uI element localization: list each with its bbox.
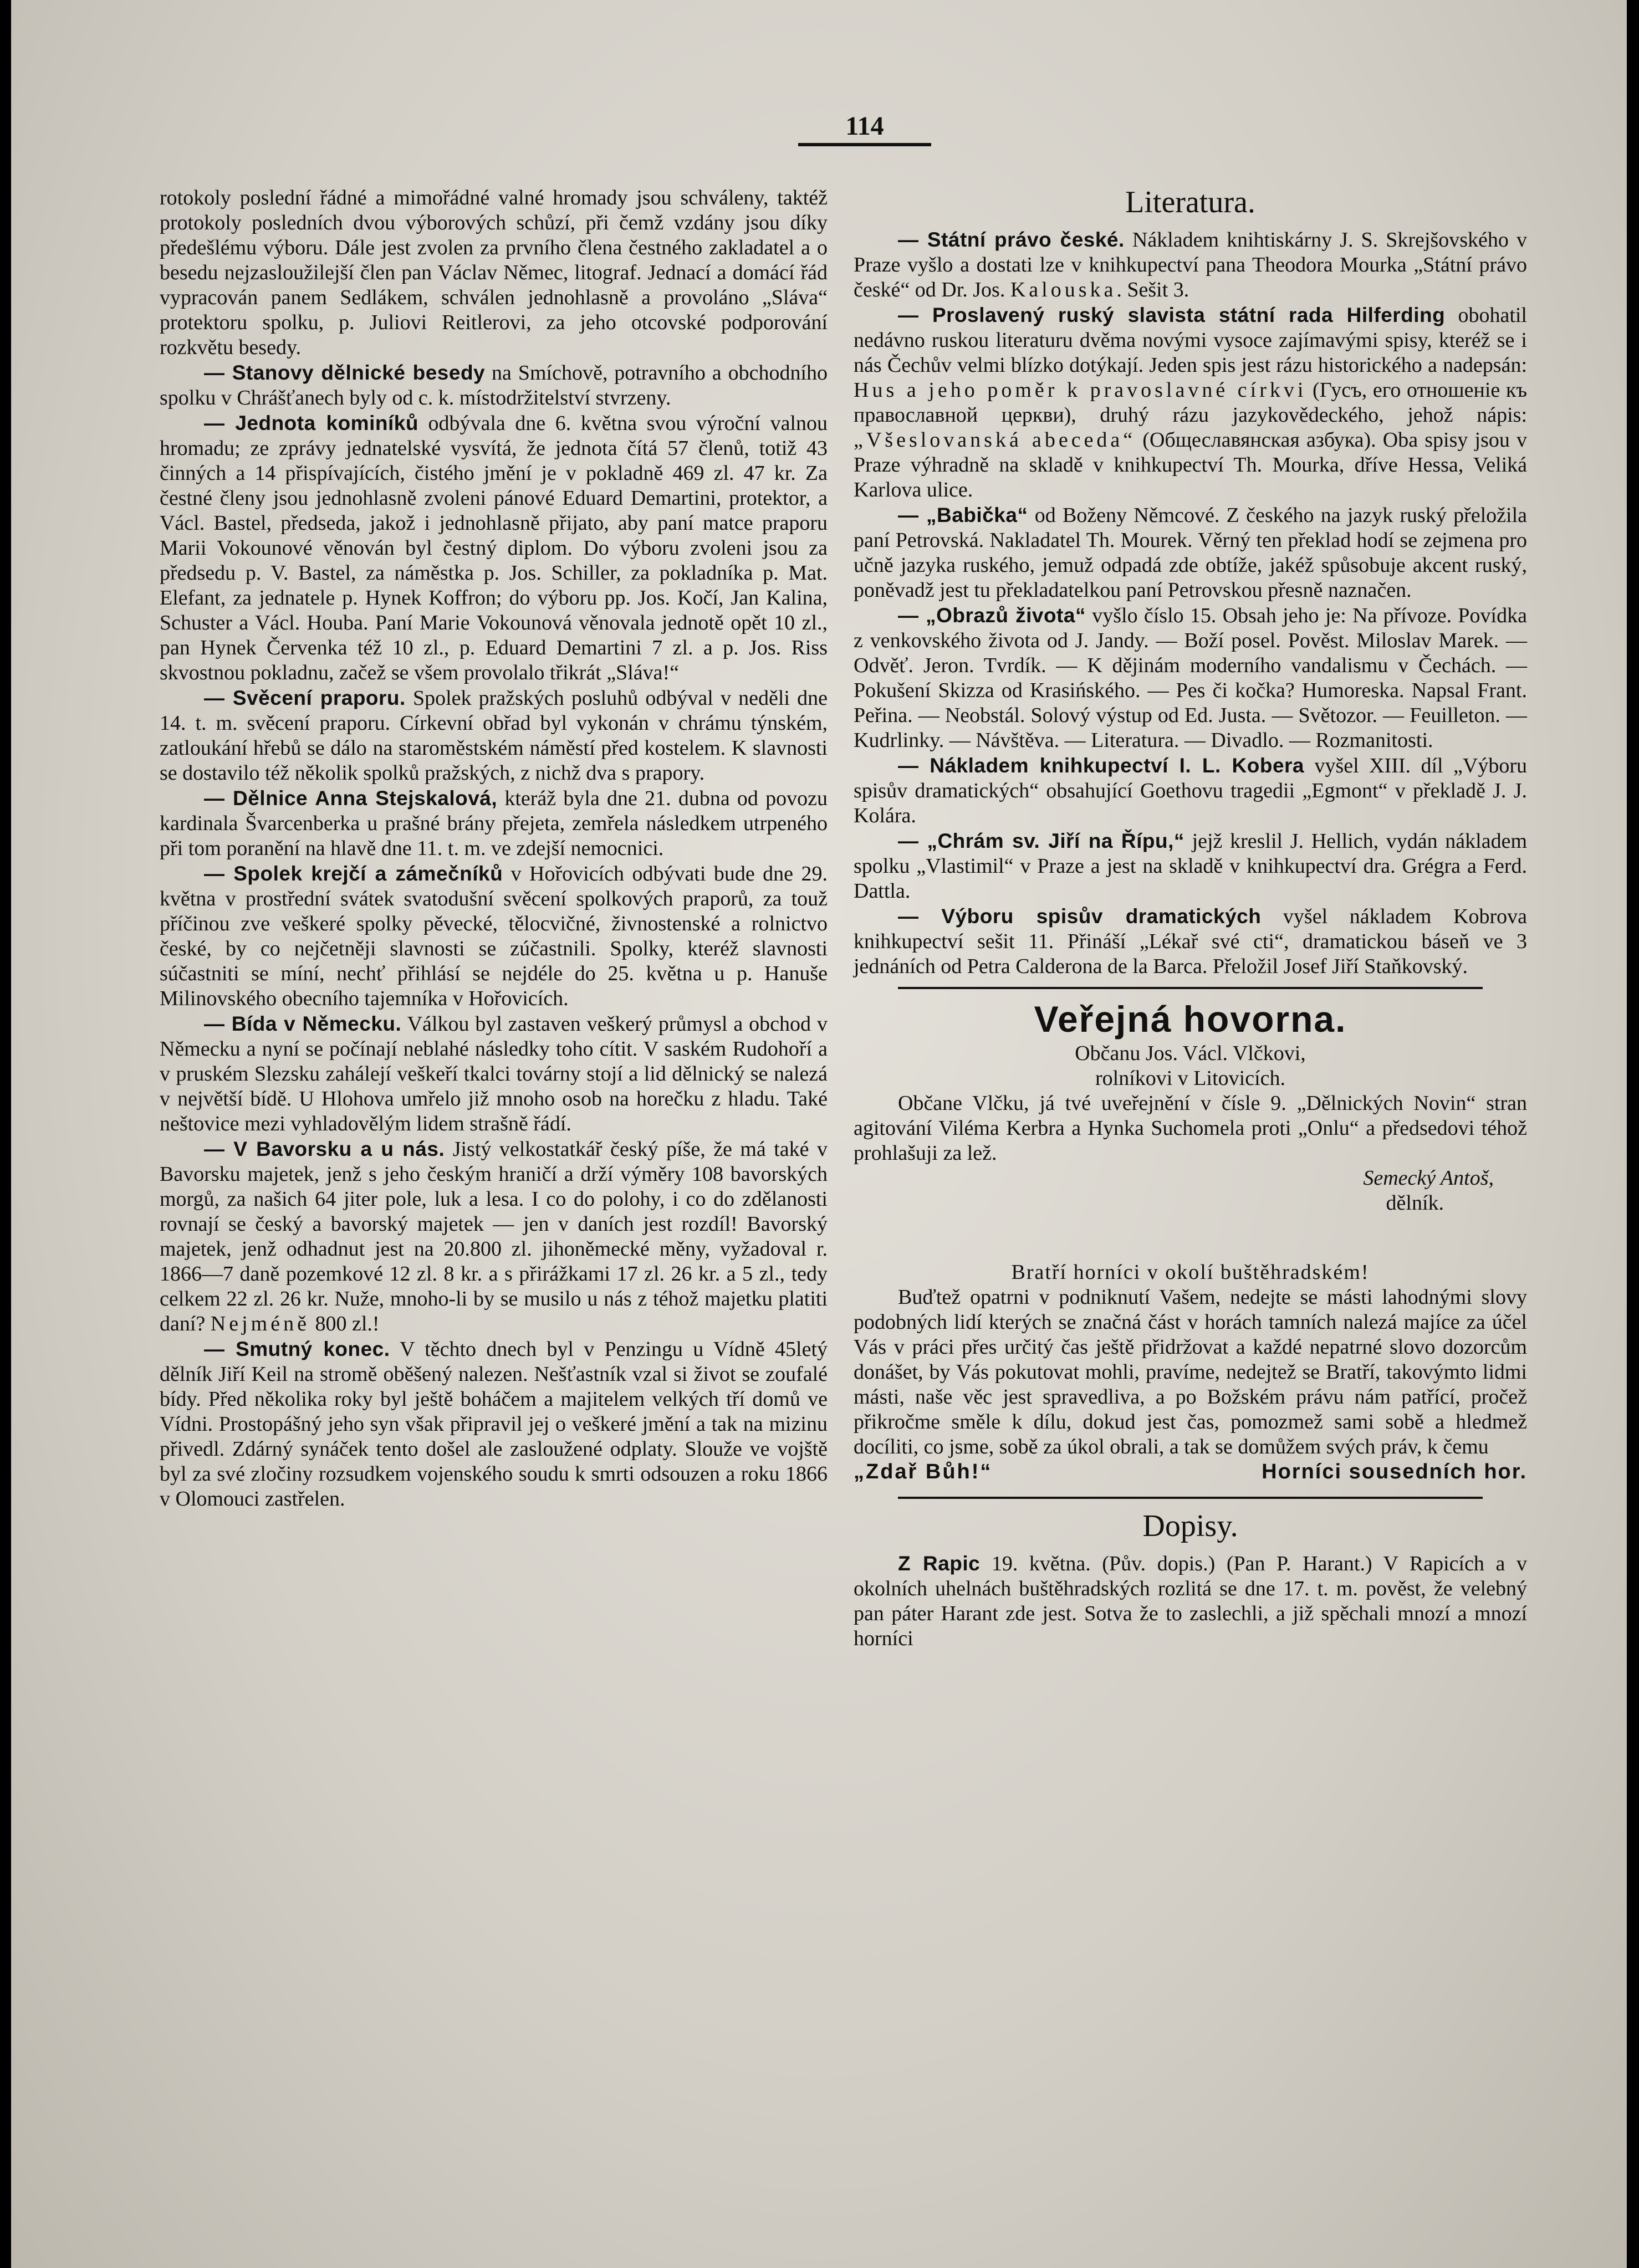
news-item-horovice bbox=[160, 861, 828, 1011]
item-text: kteráž byla dne 21. dubna od povozu kardinala Švarcenberka u prašné brány přejeta, zemřela následkem utrpeného při tom poranění na hlavě dne 11. t. m. ve zdejší nemocnici. bbox=[160, 787, 828, 860]
hornici-closing-right: Horníci sousedních hor. bbox=[1262, 1460, 1527, 1483]
item-text: Spolek pražských posluhů odbýval v neděli dne 14. t. m. svěcení praporu. Církevní obřad byl vykonán v chrámu týnském, zatloukání hřebů se dálo na staroměstském náměstí před kostelem. K slavnosti se dostavilo též několik spolků pražských, z nichž dva s prapory. bbox=[160, 687, 828, 785]
hovorna-signature-role: dělník. bbox=[1386, 1191, 1444, 1215]
section-rule bbox=[898, 987, 1483, 989]
item-heading: — Stanovy dělnické besedy bbox=[204, 361, 486, 384]
item-text: na Smíchově, potravního a obchodního spolku v Chrášťanech byly od c. k. místodržitelství stvrzeny. bbox=[160, 361, 828, 409]
section-rule bbox=[898, 1497, 1483, 1499]
news-item-praporu bbox=[160, 685, 828, 786]
spacer bbox=[854, 1238, 1527, 1260]
lit-item-hilferding bbox=[854, 303, 1527, 503]
hovorna-body: Občane Vlčku, já tvé uveřejnění v čísle 9. „Dělnických Novin“ stran agitování Viléma Kerbra a Hynka Suchomela proti „Onlu“ a předsedovi téhož prohlašuji za lež. bbox=[854, 1092, 1527, 1165]
news-item-nemecko bbox=[160, 1011, 828, 1136]
news-item-bavorsko bbox=[160, 1136, 828, 1337]
item-text: v Hořovicích odbývati bude dne 29. května v prostřední svátek svatodušní svěcení spolkových praporů, za touž příčinou zve veškeré spolky pěvecké, tělocvičné, živnostenské a rolnictvo české, by co nejčetněji slavnosti se zúčastnili. Spolky, kteréž slavnosti súčastniti se míní, nechť přihlásí se nejdéle do 25. května u p. Hanuše Milinovského obecního tajemníka v Hořovicích. bbox=[160, 862, 828, 1010]
item-heading: — V Bavorsku a u nás. bbox=[204, 1138, 445, 1160]
page-number: 114 bbox=[845, 111, 884, 141]
newspaper-page bbox=[11, 0, 1627, 2268]
item-text: obohatil nedávno ruskou literaturu dvěma novými vysoce zajímavými spisy, kteréž se i nás Čechův velmi blízko dotýkají. Jeden spis jest rázu historického a nadepsán: bbox=[854, 304, 1527, 377]
item-heading: — Smutný konec. bbox=[204, 1338, 390, 1360]
item-text: V těchto dnech byl v Penzingu u Vídně 45letý dělník Jiří Keil na stromě oběšený nalezen. Nešťastník vzal si život se zoufalé bídy. Před několika roky byl ještě boháčem a majitelem velkých tří domů ve Vídni. Prostopášný jeho syn však připravil jej o veškeré jmění a tak na mizinu přivedl. Zdárný synáček tento došel ale zasloužené odplaty. Slouže ve vojště byl za své zločiny rozsudkem vojenského soudu k smrti odsouzen a roku 1866 v Olomouci zastřelen. bbox=[160, 1338, 828, 1511]
item-heading: — Svěcení praporu. bbox=[204, 687, 406, 709]
lit-item-statni-pravo bbox=[854, 227, 1527, 303]
literatura-title: Literatura. bbox=[1125, 185, 1255, 219]
hornici-closing bbox=[854, 1460, 1527, 1484]
item-text: vyšlo číslo 15. Obsah jeho je: Na přívoze. Povídka z venkovského života od J. Jandy. — Boží posel. Pověst. Miloslav Marek. — Odvěť. Jeron. Tvrdík. — K dějinám moderního vandalismu v Čechách. — Pokušení Skizza od Krasińského. — Pes či kočka? Humoreska. Napsal Frant. Peřina. — Neobstál. Solový výstup od Ed. Justa. — Světozor. — Feuilleton. — Kudrlinky. — Návštěva. — Literatura. — Divadlo. — Rozmanitosti. bbox=[854, 604, 1527, 752]
lit-item-obrazu-zivota bbox=[854, 603, 1527, 753]
item-text: odbývala dne 6. května svou výroční valnou hromadu; ze zprávy jednatelské vysvítá, že jednota čítá 57 členů, totiž 43 činných a 14 přispívajících, čistého jmění je v pokladně 469 zl. 47 kr. Za čestné členy jsou jednohlasně zvoleni pánové Eduard Demartini, protektor, a Václ. Bastel, předseda, jakož i jednohlasně přijato, aby paní matce praporu Marii Vokounové věnován byl čestný diplom. Do výboru zvoleni jsou za předsedu p. V. Bastel, za náměstka p. Jos. Schiller, za pokladníka p. Mat. Elefant, za jednatele p. Hynek Koffron; do výboru pp. Jos. Kočí, Jan Kalina, Schuster a Václ. Houba. Paní Marie Vokounová věnovala jednotě opět 10 zl., pan Hynek Červenka též 10 zl., p. Eduard Demartini 7 zl. a p. Jos. Riss skvostnou pokladnu, začež se všem provolalo třikrát „Sláva!“ bbox=[160, 412, 828, 684]
item-tail: (Общеславянская азбука). Oba spisy jsou v Praze výhradně na skladě v knihkupectví Th. Mourka, dříve Hessa, Veliká Karlova ulice. bbox=[854, 428, 1528, 501]
item-spaced-text: Kalouska bbox=[1010, 278, 1117, 301]
item-heading: — „Chrám sv. Jiří na Řípu,“ bbox=[898, 830, 1184, 852]
item-heading: — Nákladem knihkupectví I. L. Kobera bbox=[898, 754, 1305, 777]
item-text-2: (Гусъ, его отношеніе къ православной церкви), druhý rázu jazykovědeckého, jehož nápis: bbox=[854, 378, 1527, 427]
item-text: Nákladem knihtiskárny J. S. Skrejšovského v Praze vyšlo a dostati lze v knihkupectví pana Theodora Mourka „Státní právo české“ od Dr. Jos. bbox=[854, 228, 1528, 301]
item-spaced-text: Hus a jeho poměr k pravoslavné církvi bbox=[854, 378, 1307, 402]
item-heading: Z Rapic bbox=[898, 1552, 981, 1575]
hornici-heading: Bratří horníci v okolí buštěhradském! bbox=[1011, 1261, 1370, 1284]
right-column bbox=[854, 183, 1527, 1651]
item-text: od Boženy Němcové. Z českého na jazyk ruský přeložila paní Petrovská. Nakladatel Th. Mourek. Věrný ten překlad hodí se zejmena pro učně jazyka ruského, jemuž odpadá zde obtíže, jakéž spůsobuje akcent ruský, poněvadž jest tu překladatelkou paní Petrovskou přesně naznačen. bbox=[854, 504, 1527, 602]
hornici-body: Buďtež opatrni v podniknutí Vašem, nedejte se másti lahodnými slovy podobných lidí kterých se značná část v horách tamních nalezá majíce za účel Vás v práci přes určitý čas ještě přidržovat a každé nepatrné slovo dozorcům donášet, by Vás pokutovat mohli, pravíme, nedejtež se Bratří, takovýmto lidmi másti, naše věc jest spravedliva, a po Božském právu nám patřící, pročež přikročme směle k dílu, dokud jest čas, pomozmež sami sobě a hledmež docíliti, co jsme, sobě za úkol obrali, a tak se domůžem svých práv, k čemu bbox=[854, 1286, 1527, 1458]
left-column bbox=[160, 186, 828, 1512]
item-heading: — Dělnice Anna Stejskalová, bbox=[204, 787, 498, 810]
hovorna-addressee-line2: rolníkovi v Litovicích. bbox=[1095, 1067, 1285, 1090]
item-text: 19. května. (Pův. dopis.) (Pan P. Harant.) V Rapicích a v okolních uhelnách buštěhradských rozlitá se dne 17. t. m. pověst, že velebný pan páter Harant zde jest. Sotva že to zaslechli, a již spěchali mnozí a mnozí horníci bbox=[854, 1552, 1527, 1650]
item-tail: 800 zl.! bbox=[309, 1312, 380, 1335]
news-item-stanovy bbox=[160, 360, 828, 411]
item-spaced-text: Nejméně bbox=[210, 1312, 310, 1335]
item-heading: — „Obrazů života“ bbox=[898, 604, 1086, 627]
hornici-closing-left: „Zdař Bůh!“ bbox=[854, 1460, 993, 1483]
lit-item-babicka bbox=[854, 503, 1527, 603]
dopisy-title: Dopisy. bbox=[1142, 1509, 1238, 1543]
item-text: vyšel nákladem Kobrova knihkupectví sešit 11. Přináší „Lékař své cti“, dramatickou báseň ve 3 jednáních od Petra Calderona de la Barca. Přeložil Josef Jiří Staňkovský. bbox=[854, 905, 1527, 978]
item-spaced-text-2: „Všeslovanská abeceda“ bbox=[854, 428, 1136, 452]
item-heading: — Proslavený ruský slavista státní rada Hilferding bbox=[898, 304, 1446, 326]
item-text: vyšel XIII. díl „Výboru spisův dramatických“ obsahující Goethovu tragedii „Egmont“ v překladě J. J. Kolára. bbox=[854, 754, 1527, 827]
paragraph-protocols: rotokoly poslední řádné a mimořádné valné hromady jsou schváleny, taktéž protokoly posledních dvou výborových schůzí, při čemž vzdány jsou díky předešlému výboru. Dále jest zvolen za prvního člena čestného zakladatel a o besedu nejzasloužilejší člen pan Václav Němec, litograf. Jednací a domácí řád vypracován panem Sedlákem, schválen jednohlasně a provoláno „Sláva“ protektoru spolku, p. Juliovi Reitlerovi, za jeho otcovské podporování rozkvětu besedy. bbox=[160, 186, 828, 359]
item-tail: . Sešit 3. bbox=[1116, 278, 1189, 301]
page-number-rule bbox=[798, 143, 931, 146]
lit-item-chram bbox=[854, 828, 1527, 904]
hovorna-addressee: Občanu Jos. Václ. Vlčkovi, bbox=[1075, 1042, 1306, 1065]
news-item-smutny-konec bbox=[160, 1337, 828, 1512]
item-heading: — Spolek krejčí a zámečníků bbox=[204, 862, 503, 885]
news-item-kominiku bbox=[160, 411, 828, 685]
item-heading: — Státní právo české. bbox=[898, 228, 1125, 251]
item-text: jejž kreslil J. Hellich, vydán nákladem spolku „Vlastimil“ v Praze a jest na skladě v knihkupectví dra. Grégra a Ferd. Dattla. bbox=[854, 830, 1528, 903]
lit-item-vyboru bbox=[854, 904, 1527, 979]
dopisy-item-rapice bbox=[854, 1551, 1527, 1651]
news-item-stejskalova bbox=[160, 786, 828, 861]
item-text: Válkou byl zastaven veškerý průmysl a obchod v Německu a nyní se počínají neblahé následky toho cítit. V saském Rudohoří a v pruském Slezsku zahálejí veškeří tkalci továrny stojí a lid dělnický se nalezá v největší bídě. U Hlohova umřelo již mnoho osob na horečku z hladu. Také neštovice mezi vyhladovělým lidem strašně řádí. bbox=[160, 1012, 828, 1135]
item-heading: — Jednota kominíků bbox=[204, 412, 418, 434]
hovorna-signature: Semecký Antoš, bbox=[1363, 1166, 1494, 1190]
item-text: Jistý velkostatkář český píše, že má také v Bavorsku majetek, jenž s jeho českým hraničí a drží výměry 108 bavorských morgů, za našich 64 jiter pole, luk a lesa. I co do polohy, i co do zdělanosti rovnají se český a bavorský majetek — jen v daních jest rozdíl! Bavorský majetek, jenž odhadnut jest na 20.800 zl. jihoněmecké měny, vyžadoval r. 1866—7 daně pozemkové 12 zl. 8 kr. a s přirážkami 17 zl. 26 kr. a 5 zl., tedy celkem 22 zl. 26 kr. Nuže, mnoho-li by se musilo u nás z téhož majetku platiti daní? bbox=[160, 1138, 828, 1335]
lit-item-kober bbox=[854, 753, 1527, 828]
hovorna-title: Veřejná hovorna. bbox=[1034, 999, 1347, 1040]
item-heading: — Bída v Německu. bbox=[204, 1012, 402, 1035]
item-heading: — Výboru spisův dramatických bbox=[898, 905, 1262, 928]
item-heading: — „Babička“ bbox=[898, 504, 1028, 526]
spacer bbox=[854, 1216, 1527, 1238]
